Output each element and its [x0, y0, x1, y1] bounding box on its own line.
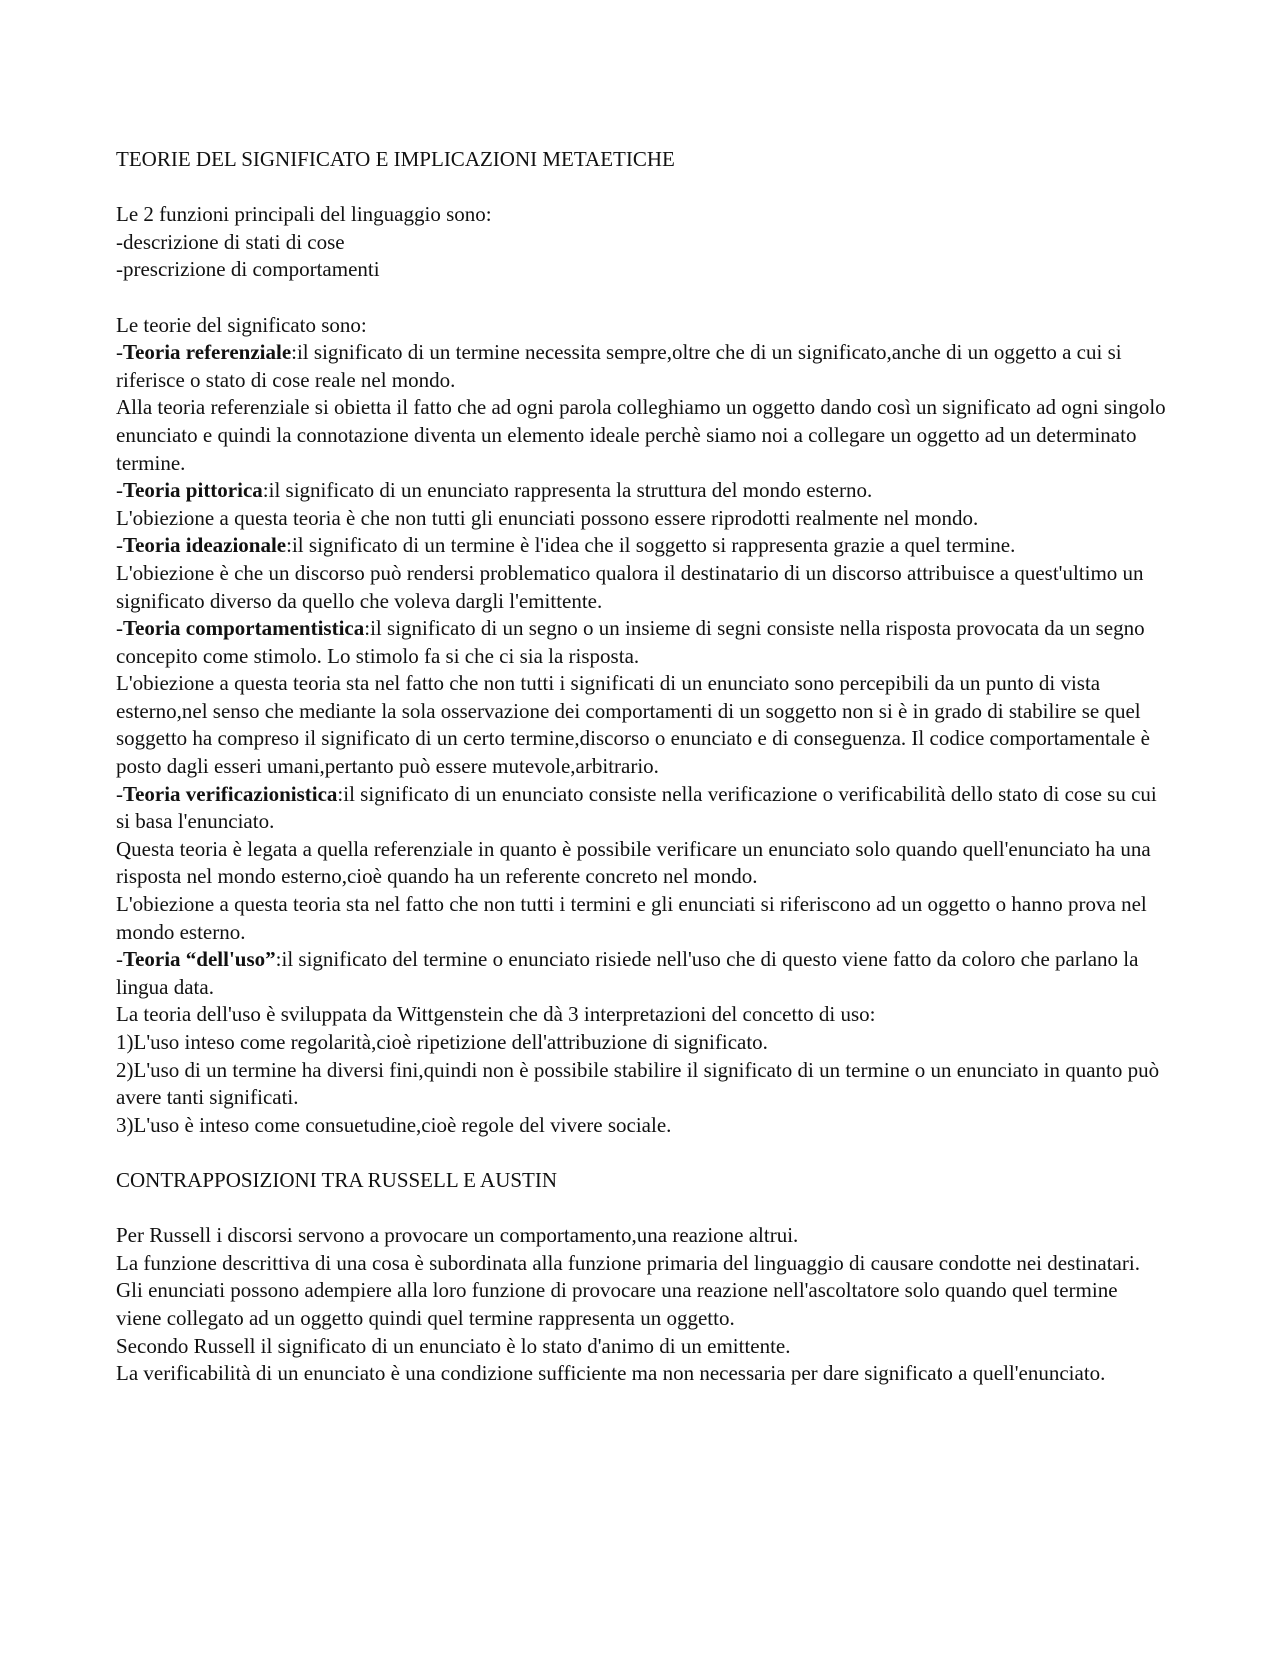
spacer — [116, 284, 1166, 312]
intro-item-description: -descrizione di stati di cose — [116, 229, 345, 254]
theory-definition: :il significato di un termine necessita sempre,oltre che di un significato,anche di un oggetto a cui si riferisce o stato di cose reale nel mondo. — [116, 340, 1122, 392]
russell-paragraph: Gli enunciati possono adempiere alla loro funzione di provocare una reazione nell'ascoltatore solo quando quel termine viene collegato ad un oggetto quindi quel termine rappresenta un oggetto. — [116, 1278, 1118, 1330]
theory-name: Teoria verificazionistica — [123, 781, 338, 806]
spacer — [116, 174, 1166, 202]
uso-interpretation-3: 3)L'uso è inteso come consuetudine,cioè regole del vivere sociale. — [116, 1112, 672, 1137]
theory-definition: :il significato di un enunciato consiste nella verificazione o verificabilità dello stato di cose su cui si basa l'enunciato. — [116, 781, 1157, 834]
theory-comportamentistica — [116, 615, 1166, 670]
theory-objection: L'obiezione è che un discorso può rendersi problematico qualora il destinatario di un discorso attribuisce a quest'ultimo un significato diverso da quello che voleva dargli l'emittente. — [116, 560, 1144, 613]
document-title: TEORIE DEL SIGNIFICATO E IMPLICAZIONI METAETICHE — [116, 147, 675, 171]
russell-paragraph: La funzione descrittiva di una cosa è subordinata alla funzione primaria del linguaggio di causare condotte nei destinatari. — [116, 1250, 1140, 1275]
theory-dash: - — [116, 947, 123, 972]
theory-name: Teoria comportamentistica — [123, 616, 365, 641]
theory-dash: - — [116, 478, 123, 503]
uso-interpretation-2: 2)L'uso di un termine ha diversi fini,quindi non è possibile stabilire il significato di un termine o un enunciato in quanto può avere tanti significati. — [116, 1057, 1160, 1110]
theory-ideazionale — [116, 532, 1166, 560]
theory-objection: L'obiezione a questa teoria sta nel fatto che non tutti i significati di un enunciato sono percepibili da un punto di vista esterno,nel senso che mediante la sola osservazione dei comportamenti di un soggetto non si è in grado di stabilire se quel soggetto ha compreso il significato di un certo termine,discorso o enunciato e di conseguenza. Il codice comportamentale è posto dagli esseri umani,pertanto può essere mutevole,arbitrario. — [116, 671, 1150, 779]
theory-dash: - — [116, 533, 123, 558]
theory-objection: L'obiezione a questa teoria è che non tutti gli enunciati possono essere riprodotti realmente nel mondo. — [116, 505, 979, 530]
wittgenstein-paragraph: La teoria dell'uso è sviluppata da Wittgenstein che dà 3 interpretazioni del concetto di uso: — [116, 1002, 876, 1027]
theory-note: Questa teoria è legata a quella referenziale in quanto è possibile verificare un enunciato solo quando quell'enunciato ha una risposta nel mondo esterno,cioè quando ha un referente concreto nel mondo. — [116, 836, 1151, 889]
theory-pittorica — [116, 477, 1166, 505]
theory-name: Teoria referenziale — [123, 340, 292, 365]
theory-definition: :il significato di un segno o un insieme di segni consiste nella risposta provocata da un segno concepito come stimolo. Lo stimolo fa si che ci sia la risposta. — [116, 616, 1145, 668]
russell-paragraph: La verificabilità di un enunciato è una condizione sufficiente ma non necessaria per dare significato a quell'enunciato. — [116, 1361, 1106, 1386]
theory-name: Teoria ideazionale — [123, 533, 287, 558]
theory-verificazionistica — [116, 781, 1166, 836]
theory-definition: :il significato di un enunciato rappresenta la struttura del mondo esterno. — [262, 478, 873, 503]
theory-objection: Alla teoria referenziale si obietta il fatto che ad ogni parola colleghiamo un oggetto dando così un significato ad ogni singolo enunciato e quindi la connotazione diventa un elemento ideale perchè siamo noi a collegare un oggetto ad un determinato termine. — [116, 395, 1166, 475]
document-body — [116, 146, 1166, 1388]
theory-dash: - — [116, 616, 123, 641]
intro-item-prescription: -prescrizione di comportamenti — [116, 257, 380, 282]
spacer — [116, 1139, 1166, 1167]
theories-intro: Le teorie del significato sono: — [116, 312, 367, 337]
theory-referenziale — [116, 339, 1166, 394]
russell-paragraph: Per Russell i discorsi servono a provocare un comportamento,una reazione altrui. — [116, 1223, 799, 1248]
theory-objection: L'obiezione a questa teoria sta nel fatto che non tutti i termini e gli enunciati si riferiscono ad un oggetto o hanno prova nel mondo esterno. — [116, 892, 1147, 944]
theory-uso — [116, 946, 1166, 1001]
spacer — [116, 1195, 1166, 1223]
intro-line: Le 2 funzioni principali del linguaggio sono: — [116, 202, 492, 227]
theory-definition: :il significato di un termine è l'idea che il soggetto si rappresenta grazie a quel termine. — [286, 533, 1016, 558]
russell-paragraph: Secondo Russell il significato di un enunciato è lo stato d'animo di un emittente. — [116, 1333, 791, 1358]
theory-name: Teoria pittorica — [123, 478, 263, 503]
uso-interpretation-1: 1)L'uso inteso come regolarità,cioè ripetizione dell'attribuzione di significato. — [116, 1030, 768, 1054]
theory-name: Teoria “dell'uso” — [123, 947, 276, 972]
theory-definition: :il significato del termine o enunciato risiede nell'uso che di questo viene fatto da coloro che parlano la lingua data. — [116, 947, 1139, 999]
theory-dash: - — [116, 781, 123, 806]
theory-dash: - — [116, 340, 123, 365]
section-title: CONTRAPPOSIZIONI TRA RUSSELL E AUSTIN — [116, 1167, 558, 1192]
